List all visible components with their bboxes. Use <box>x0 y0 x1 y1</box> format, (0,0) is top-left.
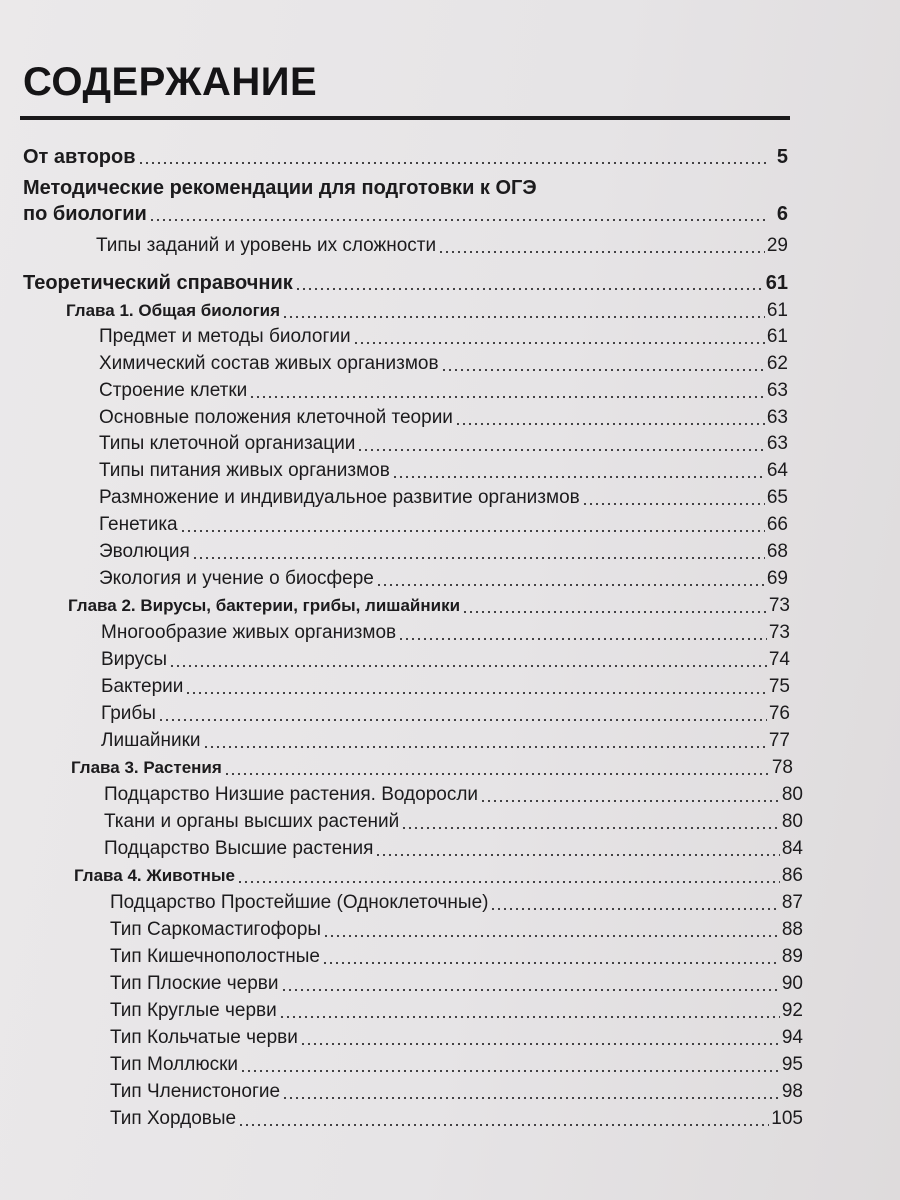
toc-item[interactable] <box>99 323 788 349</box>
toc-item-page: 88 <box>781 919 803 940</box>
toc-item-label: Подцарство Простейшие (Одноклеточные) <box>110 892 489 913</box>
toc-item-page: 80 <box>781 784 803 805</box>
toc-item-page: 94 <box>781 1027 803 1048</box>
toc-item-page: 64 <box>766 460 788 481</box>
toc-item-label: Предмет и методы биологии <box>99 326 351 347</box>
toc-item[interactable] <box>110 1024 803 1050</box>
toc-item-page: 98 <box>781 1081 803 1102</box>
toc-item[interactable] <box>101 700 790 726</box>
dot-leader <box>282 1097 780 1099</box>
dot-leader <box>238 1124 769 1126</box>
dot-leader <box>490 908 779 910</box>
toc-chapter-2[interactable] <box>68 592 790 618</box>
toc-item-page: 90 <box>781 973 803 994</box>
toc-entry-method[interactable] <box>23 200 788 226</box>
toc-item[interactable] <box>101 673 790 699</box>
dot-leader <box>353 342 765 344</box>
toc-item[interactable] <box>101 619 790 645</box>
dot-leader <box>392 476 765 478</box>
toc-item-label: Эволюция <box>99 541 190 562</box>
toc-item[interactable] <box>101 646 790 672</box>
toc-chapter-label: Глава 2. Вирусы, бактерии, грибы, лишайники <box>68 596 461 615</box>
toc-item[interactable] <box>99 484 788 510</box>
toc-entry-label: Теоретический справочник <box>23 272 293 294</box>
toc-item-label: Основные положения клеточной теории <box>99 407 453 428</box>
toc-item-page: 63 <box>766 380 788 401</box>
toc-item-label: Тип Моллюски <box>110 1054 238 1075</box>
dot-leader <box>438 251 765 253</box>
toc-entry-from-authors[interactable] <box>23 143 788 169</box>
toc-item[interactable] <box>110 970 803 996</box>
toc-item-page: 69 <box>766 568 788 589</box>
toc-entry-task-types[interactable] <box>96 232 788 258</box>
toc-item-page: 62 <box>766 353 788 374</box>
toc-entry-page: 73 <box>768 595 790 616</box>
toc-item-label: Тип Кольчатые черви <box>110 1027 298 1048</box>
dot-leader <box>180 530 765 532</box>
toc-item-page: 65 <box>766 487 788 508</box>
toc-item[interactable] <box>99 457 788 483</box>
toc-entry-page: 78 <box>771 757 793 778</box>
toc-chapter-3[interactable] <box>71 754 793 780</box>
toc-chapter-label: Глава 3. Растения <box>71 758 222 777</box>
dot-leader <box>441 369 765 371</box>
toc-item-label: Бактерии <box>101 676 184 697</box>
toc-item-label: Тип Хордовые <box>110 1108 237 1129</box>
dot-leader <box>158 719 767 721</box>
toc-item-page: 95 <box>781 1054 803 1075</box>
toc-item-label: Генетика <box>99 514 178 535</box>
toc-item-label: Строение клетки <box>99 380 248 401</box>
dot-leader <box>169 665 767 667</box>
toc-entry-theory[interactable] <box>23 269 788 295</box>
dot-leader <box>149 219 768 221</box>
toc-item-label: Тип Плоские черви <box>110 973 279 994</box>
toc-entry-label: Типы заданий и уровень их сложности <box>96 235 437 256</box>
toc-entry-page: 5 <box>776 146 788 168</box>
dot-leader <box>582 503 765 505</box>
dot-leader <box>300 1043 780 1045</box>
toc-chapter-label: Глава 4. Животные <box>74 866 235 885</box>
dot-leader <box>401 827 780 829</box>
toc-item-label: Лишайники <box>101 730 201 751</box>
dot-leader <box>480 800 780 802</box>
toc-item-page: 84 <box>781 838 803 859</box>
toc-item-page: 105 <box>771 1108 803 1129</box>
dot-leader <box>455 423 765 425</box>
toc-item[interactable] <box>101 727 790 753</box>
dot-leader <box>281 989 780 991</box>
toc-item[interactable] <box>104 835 803 861</box>
toc-item-label: Тип Круглые черви <box>110 1000 277 1021</box>
dot-leader <box>282 316 765 318</box>
toc-item[interactable] <box>99 430 788 456</box>
dot-leader <box>240 1070 780 1072</box>
toc-item-label: Тип Кишечнополостные <box>110 946 320 967</box>
dot-leader <box>323 935 780 937</box>
dot-leader <box>322 962 780 964</box>
dot-leader <box>203 746 767 748</box>
dot-leader <box>295 288 764 290</box>
toc-item-label: Экология и учение о биосфере <box>99 568 374 589</box>
toc-item-label: Подцарство Высшие растения <box>104 838 374 859</box>
toc-item[interactable] <box>99 350 788 376</box>
toc-item[interactable] <box>110 889 803 915</box>
toc-item-label: Тип Членистоногие <box>110 1081 281 1102</box>
toc-item-page: 80 <box>781 811 803 832</box>
toc-item[interactable] <box>99 377 788 403</box>
dot-leader <box>375 854 779 856</box>
toc-item-page: 92 <box>781 1000 803 1021</box>
toc-entry-page: 29 <box>766 235 788 256</box>
toc-item-label: Типы питания живых организмов <box>99 460 390 481</box>
toc-chapter-4[interactable] <box>74 862 803 888</box>
toc-item[interactable] <box>99 538 788 564</box>
toc-item-label: Типы клеточной организации <box>99 433 356 454</box>
toc-item[interactable] <box>110 1078 803 1104</box>
toc-entry-page: 6 <box>776 203 788 225</box>
toc-item-page: 74 <box>768 649 790 670</box>
toc-item-page: 68 <box>766 541 788 562</box>
toc-item-page: 76 <box>768 703 790 724</box>
toc-item-page: 61 <box>766 326 788 347</box>
toc-item-page: 77 <box>768 730 790 751</box>
toc-item[interactable] <box>110 997 803 1023</box>
toc-item-label: Вирусы <box>101 649 168 670</box>
toc-entry-page: 61 <box>765 272 788 294</box>
toc-item-label: Подцарство Низшие растения. Водоросли <box>104 784 479 805</box>
toc-entry-label: по биологии <box>23 203 147 225</box>
dot-leader <box>192 557 765 559</box>
toc-item[interactable] <box>104 781 803 807</box>
toc-item-label: Ткани и органы высших растений <box>104 811 400 832</box>
dot-leader <box>279 1016 780 1018</box>
toc-item-page: 89 <box>781 946 803 967</box>
toc-entry-method-line1[interactable]: Методические рекомендации для подготовки к ОГЭ <box>23 177 537 199</box>
toc-item[interactable] <box>99 511 788 537</box>
toc-item[interactable] <box>110 1105 803 1131</box>
toc-item[interactable] <box>110 943 803 969</box>
toc-item-page: 63 <box>766 433 788 454</box>
toc-entry-label: От авторов <box>23 146 136 168</box>
toc-entry-page: 61 <box>766 300 788 321</box>
dot-leader <box>462 611 767 613</box>
toc-entry-page: 86 <box>781 865 803 886</box>
toc-item-label: Тип Саркомастигофоры <box>110 919 322 940</box>
toc-item[interactable] <box>110 916 803 942</box>
toc-item[interactable] <box>99 565 788 591</box>
dot-leader <box>224 773 770 775</box>
toc-item-page: 63 <box>766 407 788 428</box>
toc-item-label: Грибы <box>101 703 156 724</box>
dot-leader <box>357 449 765 451</box>
toc-item-page: 87 <box>781 892 803 913</box>
toc-item[interactable] <box>99 404 788 430</box>
toc-item-page: 73 <box>768 622 790 643</box>
dot-leader <box>237 881 780 883</box>
page-title: СОДЕРЖАНИЕ <box>23 60 318 104</box>
toc-chapter-label: Глава 1. Общая биология <box>66 301 281 320</box>
toc-chapter-1[interactable] <box>66 297 788 323</box>
toc-item[interactable] <box>104 808 803 834</box>
toc-item-label: Размножение и индивидуальное развитие организмов <box>99 487 580 508</box>
toc-item[interactable] <box>110 1051 803 1077</box>
dot-leader <box>249 396 765 398</box>
dot-leader <box>185 692 766 694</box>
toc-item-page: 75 <box>768 676 790 697</box>
toc-item-label: Многообразие живых организмов <box>101 622 397 643</box>
toc-item-label: Химический состав живых организмов <box>99 353 439 374</box>
dot-leader <box>376 584 765 586</box>
dot-leader <box>398 638 767 640</box>
dot-leader <box>138 162 768 164</box>
toc-item-page: 66 <box>766 514 788 535</box>
